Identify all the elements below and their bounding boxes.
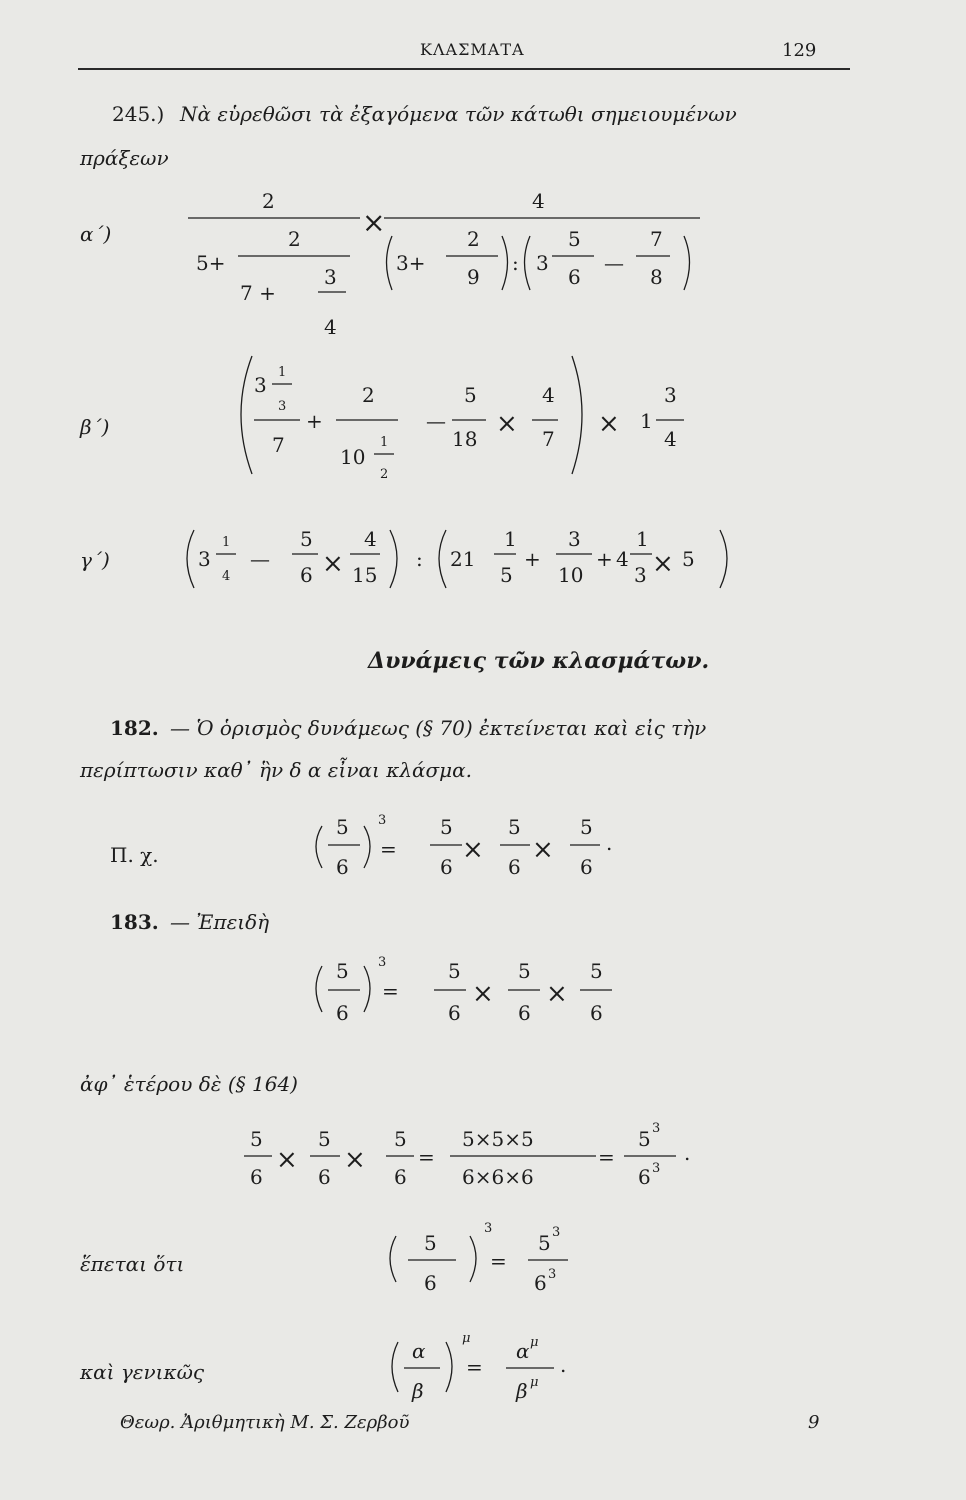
svg-text:=: = xyxy=(490,1249,507,1273)
svg-text:4: 4 xyxy=(616,547,629,571)
svg-text:5+: 5+ xyxy=(196,251,226,275)
para-183-text: — Ἐπειδὴ xyxy=(170,910,270,934)
svg-text:μ: μ xyxy=(530,1375,539,1390)
svg-text:3: 3 xyxy=(548,1267,557,1282)
svg-text:5: 5 xyxy=(300,527,313,551)
exercise-number: 245.) xyxy=(112,102,165,126)
svg-text:6: 6 xyxy=(580,855,593,879)
svg-text:1: 1 xyxy=(640,409,653,433)
formula-general xyxy=(392,1331,566,1403)
svg-text:2: 2 xyxy=(262,189,275,213)
footer-signature: 9 xyxy=(808,1412,820,1433)
svg-text:5: 5 xyxy=(590,959,603,983)
svg-text:4: 4 xyxy=(324,315,337,339)
exercise-text-line2: πράξεων xyxy=(80,146,169,170)
svg-text:6: 6 xyxy=(534,1271,547,1295)
svg-text:6: 6 xyxy=(318,1165,331,1189)
svg-text:3: 3 xyxy=(652,1161,661,1176)
page-number: 129 xyxy=(782,40,817,61)
svg-text:2: 2 xyxy=(467,227,480,251)
svg-text:.: . xyxy=(684,1141,691,1165)
svg-text:1: 1 xyxy=(222,535,231,550)
svg-text:15: 15 xyxy=(352,563,378,587)
svg-text:5: 5 xyxy=(500,563,513,587)
svg-text:6: 6 xyxy=(590,1001,603,1025)
formula-a xyxy=(188,189,700,339)
svg-text:×: × xyxy=(462,835,484,865)
svg-text:5: 5 xyxy=(424,1231,437,1255)
svg-text:6: 6 xyxy=(518,1001,531,1025)
svg-text:3: 3 xyxy=(254,373,267,397)
svg-text:+: + xyxy=(306,409,323,433)
svg-text:3: 3 xyxy=(378,955,387,970)
svg-text:—: — xyxy=(426,409,446,433)
formula-product xyxy=(244,1121,690,1189)
svg-text:5: 5 xyxy=(568,227,581,251)
svg-text:6: 6 xyxy=(440,855,453,879)
svg-text:2: 2 xyxy=(362,383,375,407)
formula-example xyxy=(316,813,612,879)
svg-text:4: 4 xyxy=(542,383,555,407)
svg-text:21: 21 xyxy=(450,547,476,571)
svg-text:=: = xyxy=(466,1355,483,1379)
line-afeterou: ἀφ᾽ ἑτέρου δὲ (§ 164) xyxy=(80,1072,298,1096)
svg-text:5: 5 xyxy=(464,383,477,407)
svg-text:5: 5 xyxy=(440,815,453,839)
svg-text:3: 3 xyxy=(484,1221,493,1236)
svg-text:=: = xyxy=(418,1145,435,1169)
svg-text:—: — xyxy=(604,251,624,275)
svg-text:6: 6 xyxy=(336,855,349,879)
svg-text:3: 3 xyxy=(664,383,677,407)
line-genikos: καὶ γενικῶς xyxy=(80,1360,205,1384)
svg-text:5: 5 xyxy=(336,815,349,839)
svg-text::: : xyxy=(512,251,519,275)
svg-text:×: × xyxy=(546,979,568,1009)
svg-text:7: 7 xyxy=(650,227,663,251)
svg-text:8: 8 xyxy=(650,265,663,289)
svg-text:4: 4 xyxy=(364,527,377,551)
svg-text:5: 5 xyxy=(538,1231,551,1255)
svg-text:6: 6 xyxy=(508,855,521,879)
example-label: Π. χ. xyxy=(110,843,159,867)
svg-text:3: 3 xyxy=(378,813,387,828)
formula-since xyxy=(316,955,612,1025)
svg-text:×: × xyxy=(652,549,674,579)
svg-text:6: 6 xyxy=(424,1271,437,1295)
svg-text:6: 6 xyxy=(568,265,581,289)
svg-text:×: × xyxy=(322,549,344,579)
svg-text:4: 4 xyxy=(532,189,545,213)
svg-text:2: 2 xyxy=(380,467,389,482)
svg-text:×: × xyxy=(276,1145,298,1175)
line-epetai: ἕπεται ὅτι xyxy=(80,1252,185,1276)
svg-text:.: . xyxy=(560,1353,567,1377)
svg-text:1: 1 xyxy=(636,527,649,551)
para-182-number: 182. xyxy=(110,716,159,740)
svg-text:5: 5 xyxy=(580,815,593,839)
svg-text:.: . xyxy=(606,831,613,855)
label-c: γ΄) xyxy=(80,548,110,572)
svg-text:4: 4 xyxy=(664,427,677,451)
svg-text:μ: μ xyxy=(530,1335,539,1350)
svg-text:1: 1 xyxy=(504,527,517,551)
svg-text:×: × xyxy=(598,409,620,439)
svg-text:3: 3 xyxy=(198,547,211,571)
svg-text:+: + xyxy=(596,547,613,571)
label-b: β΄) xyxy=(80,415,110,439)
svg-text:—: — xyxy=(250,547,270,571)
svg-text:7: 7 xyxy=(272,433,285,457)
svg-text:5: 5 xyxy=(336,959,349,983)
svg-text:5: 5 xyxy=(682,547,695,571)
svg-text:×: × xyxy=(532,835,554,865)
svg-text:3: 3 xyxy=(278,399,287,414)
svg-text:9: 9 xyxy=(467,265,480,289)
svg-text:β: β xyxy=(412,1379,424,1403)
exercise-text-line1: Νὰ εὑρεθῶσι τὰ ἐξαγόμενα τῶν κάτωθι σημειουμένων xyxy=(180,102,737,126)
svg-text:3: 3 xyxy=(634,563,647,587)
header-rule xyxy=(78,68,850,70)
svg-text:β: β xyxy=(516,1379,528,1403)
svg-text:×: × xyxy=(344,1145,366,1175)
formula-c xyxy=(187,527,727,588)
svg-text:6: 6 xyxy=(448,1001,461,1025)
svg-text:5: 5 xyxy=(638,1127,651,1151)
label-a: α΄) xyxy=(80,222,112,246)
svg-text:1: 1 xyxy=(278,365,287,380)
svg-text:=: = xyxy=(598,1145,615,1169)
svg-text:3: 3 xyxy=(324,265,337,289)
footer-text: Θεωρ. Ἀριθμητικὴ Μ. Σ. Ζερβοῦ xyxy=(120,1412,410,1433)
formula-follows xyxy=(390,1221,568,1295)
svg-text:5: 5 xyxy=(318,1127,331,1151)
svg-text:7 +: 7 + xyxy=(240,281,276,305)
svg-text:10: 10 xyxy=(558,563,584,587)
svg-text:5×5×5: 5×5×5 xyxy=(462,1127,534,1151)
svg-text:6: 6 xyxy=(250,1165,263,1189)
para-183-number: 183. xyxy=(110,910,159,934)
svg-text:10: 10 xyxy=(340,445,366,469)
svg-text:5: 5 xyxy=(508,815,521,839)
formula-b xyxy=(241,356,684,482)
svg-text:α: α xyxy=(412,1339,426,1363)
svg-text:α: α xyxy=(516,1339,530,1363)
svg-text:7: 7 xyxy=(542,427,555,451)
svg-text:3+: 3+ xyxy=(396,251,426,275)
svg-text:μ: μ xyxy=(462,1331,471,1346)
svg-text:3: 3 xyxy=(652,1121,661,1136)
section-heading: Δυνάμεις τῶν κλασμάτων. xyxy=(368,648,710,674)
para-182-line2: περίπτωσιν καθ᾽ ἣν δ α εἶναι κλάσμα. xyxy=(80,758,473,782)
svg-text:+: + xyxy=(524,547,541,571)
para-182-line1: — Ὁ ὁρισμὸς δυνάμεως (§ 70) ἐκτείνεται καὶ εἰς τὴν xyxy=(170,716,707,740)
svg-text:4: 4 xyxy=(222,569,231,584)
svg-text:6: 6 xyxy=(300,563,313,587)
svg-text:1: 1 xyxy=(380,435,389,450)
svg-text:3: 3 xyxy=(568,527,581,551)
svg-text:6: 6 xyxy=(394,1165,407,1189)
svg-text:×: × xyxy=(496,409,518,439)
svg-text:18: 18 xyxy=(452,427,478,451)
svg-text:6×6×6: 6×6×6 xyxy=(462,1165,534,1189)
svg-text:6: 6 xyxy=(638,1165,651,1189)
svg-text::: : xyxy=(416,547,423,571)
svg-text:3: 3 xyxy=(536,251,549,275)
svg-text:=: = xyxy=(382,979,399,1003)
svg-text:5: 5 xyxy=(518,959,531,983)
running-title: ΚΛΑΣΜΑΤΑ xyxy=(420,40,525,59)
svg-text:6: 6 xyxy=(336,1001,349,1025)
svg-text:5: 5 xyxy=(448,959,461,983)
svg-text:×: × xyxy=(472,979,494,1009)
svg-text:5: 5 xyxy=(394,1127,407,1151)
svg-text:2: 2 xyxy=(288,227,301,251)
svg-text:5: 5 xyxy=(250,1127,263,1151)
svg-text:=: = xyxy=(380,837,397,861)
svg-text:3: 3 xyxy=(552,1225,561,1240)
svg-text:×: × xyxy=(362,206,386,239)
